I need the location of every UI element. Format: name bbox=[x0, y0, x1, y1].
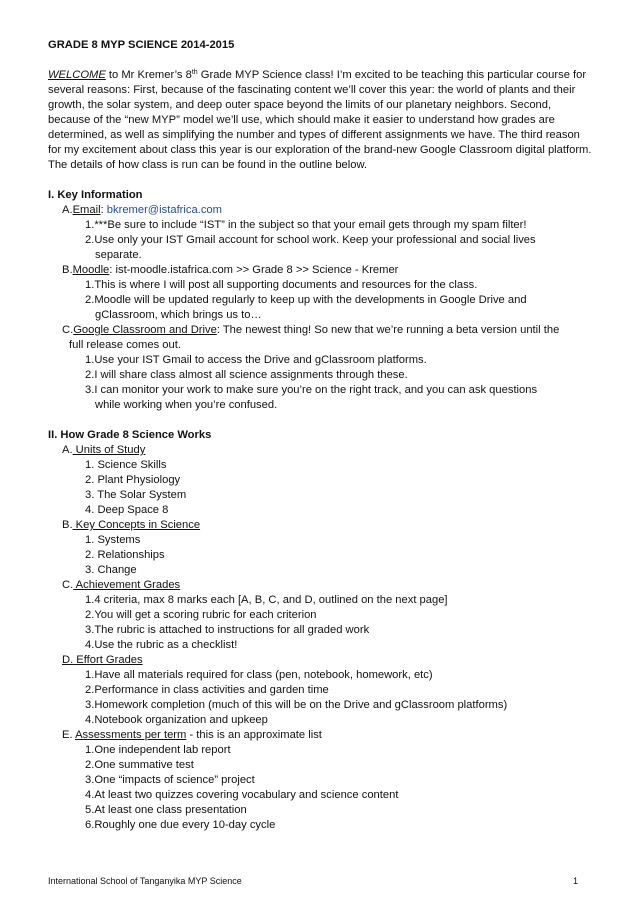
classroom-prefix: C. bbox=[62, 324, 74, 336]
concepts-prefix: B. bbox=[62, 519, 73, 531]
footer-school: International School of Tanganyika MYP Science bbox=[48, 876, 242, 886]
effort-heading bbox=[48, 653, 596, 668]
classroom-item-cont: while working when you’re confused. bbox=[95, 399, 278, 411]
email-item-cont: separate. bbox=[95, 249, 142, 261]
assessments-text: - this is an approximate list bbox=[186, 729, 322, 741]
email-item: 1.***Be sure to include “IST” in the subject so that your email gets through my spam filter! bbox=[85, 219, 527, 231]
classroom-text: : The newest thing! So new that we’re running a beta version until the bbox=[216, 324, 560, 336]
effort-item: 2.Performance in class activities and garden time bbox=[85, 684, 329, 696]
achievement-item: 4.Use the rubric as a checklist! bbox=[85, 639, 238, 651]
moodle-text: : ist-moodle.istafrica.com >> Grade 8 >> Science - Kremer bbox=[109, 264, 399, 276]
moodle-prefix: B. bbox=[62, 264, 73, 276]
assessments-item: 6.Roughly one due every 10-day cycle bbox=[85, 819, 276, 831]
units-heading bbox=[48, 443, 596, 458]
classroom-item: 3.I can monitor your work to make sure you’re on the right track, and you can ask questions bbox=[85, 384, 538, 396]
achievement-item: 3.The rubric is attached to instructions for all graded work bbox=[85, 624, 370, 636]
effort-item: 4.Notebook organization and upkeep bbox=[85, 714, 268, 726]
intro-sup: th bbox=[191, 69, 198, 76]
assessments-item: 3.One “impacts of science” project bbox=[85, 774, 255, 786]
effort-item: 3.Homework completion (much of this will be on the Drive and gClassroom platforms) bbox=[85, 699, 508, 711]
achievement-heading bbox=[48, 578, 596, 593]
assessments-prefix: E. bbox=[62, 729, 76, 741]
section-1-heading: I. Key Information bbox=[48, 189, 143, 201]
intro-pre: to Mr Kremer’s 8 bbox=[105, 69, 192, 81]
effort-label: Effort Grades bbox=[73, 654, 143, 666]
assessments-label: Assessments per term bbox=[75, 729, 187, 741]
email-link[interactable]: bkremer@istafrica.com bbox=[106, 204, 222, 216]
moodle-item: 2.Moodle will be updated regularly to keep up with the developments in Google Drive and bbox=[85, 294, 527, 306]
email-heading bbox=[48, 203, 596, 218]
achievement-item: 2.You will get a scoring rubric for each criterion bbox=[85, 609, 317, 621]
moodle-item: 1.This is where I will post all supporting documents and resources for the class. bbox=[85, 279, 478, 291]
concepts-item: 1. Systems bbox=[85, 534, 141, 546]
effort-item: 1.Have all materials required for class (pen, notebook, homework, etc) bbox=[85, 669, 433, 681]
section-2-heading: II. How Grade 8 Science Works bbox=[48, 429, 212, 441]
classroom-heading bbox=[48, 323, 596, 338]
intro-paragraph bbox=[48, 68, 596, 173]
units-item: 4. Deep Space 8 bbox=[85, 504, 169, 516]
concepts-item: 3. Change bbox=[85, 564, 137, 576]
classroom-cont: full release comes out. bbox=[69, 339, 181, 351]
welcome-word: WELCOME bbox=[48, 69, 106, 81]
assessments-item: 5.At least one class presentation bbox=[85, 804, 247, 816]
assessments-item: 4.At least two quizzes covering vocabulary and science content bbox=[85, 789, 399, 801]
achievement-label: Achievement Grades bbox=[73, 579, 181, 591]
units-item: 1. Science Skills bbox=[85, 459, 167, 471]
document-body bbox=[48, 38, 596, 833]
units-prefix: A. bbox=[62, 444, 73, 456]
intro-text: Grade MYP Science class! I’m excited to be teaching this particular course for several reasons: First, because of the fascinating content we’ll cover this year: the world of plants and their growth, the solar system, and deep outer space beyond the limits of our planetary neighbors. Second, because of the “new MYP” model we’ll use, which should make it easier to understand how grades are determined, as well as simplifying the number and types of different assignments we have. The third reason for my excitement about class this year is our exploration of the brand-new Google Classroom digital platform. The details of how class is run can be found in the outline below. bbox=[48, 69, 592, 171]
moodle-item-cont: gClassroom, which brings us to… bbox=[95, 309, 262, 321]
assessments-item: 2.One summative test bbox=[85, 759, 194, 771]
moodle-label: Moodle bbox=[72, 264, 110, 276]
email-sep: : bbox=[100, 204, 107, 216]
concepts-item: 2. Relationships bbox=[85, 549, 165, 561]
achievement-prefix: C. bbox=[62, 579, 74, 591]
effort-prefix: D. bbox=[62, 654, 74, 666]
units-item: 2. Plant Physiology bbox=[85, 474, 181, 486]
assessments-item: 1.One independent lab report bbox=[85, 744, 231, 756]
classroom-item: 2.I will share class almost all science assignments through these. bbox=[85, 369, 408, 381]
concepts-heading bbox=[48, 518, 596, 533]
achievement-item: 1.4 criteria, max 8 marks each [A, B, C, and D, outlined on the next page] bbox=[85, 594, 448, 606]
classroom-label: Google Classroom and Drive bbox=[73, 324, 217, 336]
moodle-heading bbox=[48, 263, 596, 278]
units-item: 3. The Solar System bbox=[85, 489, 187, 501]
email-label: Email bbox=[72, 204, 101, 216]
document-title: GRADE 8 MYP SCIENCE 2014-2015 bbox=[48, 39, 235, 51]
email-prefix: A. bbox=[62, 204, 73, 216]
classroom-item: 1.Use your IST Gmail to access the Drive and gClassroom platforms. bbox=[85, 354, 427, 366]
email-item: 2.Use only your IST Gmail account for school work. Keep your professional and social lives bbox=[85, 234, 536, 246]
assessments-heading bbox=[48, 728, 596, 743]
section-spacer bbox=[48, 413, 596, 428]
page-footer bbox=[48, 876, 578, 886]
page-number: 1 bbox=[572, 876, 578, 886]
units-label: Units of Study bbox=[72, 444, 146, 456]
concepts-label: Key Concepts in Science bbox=[72, 519, 201, 531]
